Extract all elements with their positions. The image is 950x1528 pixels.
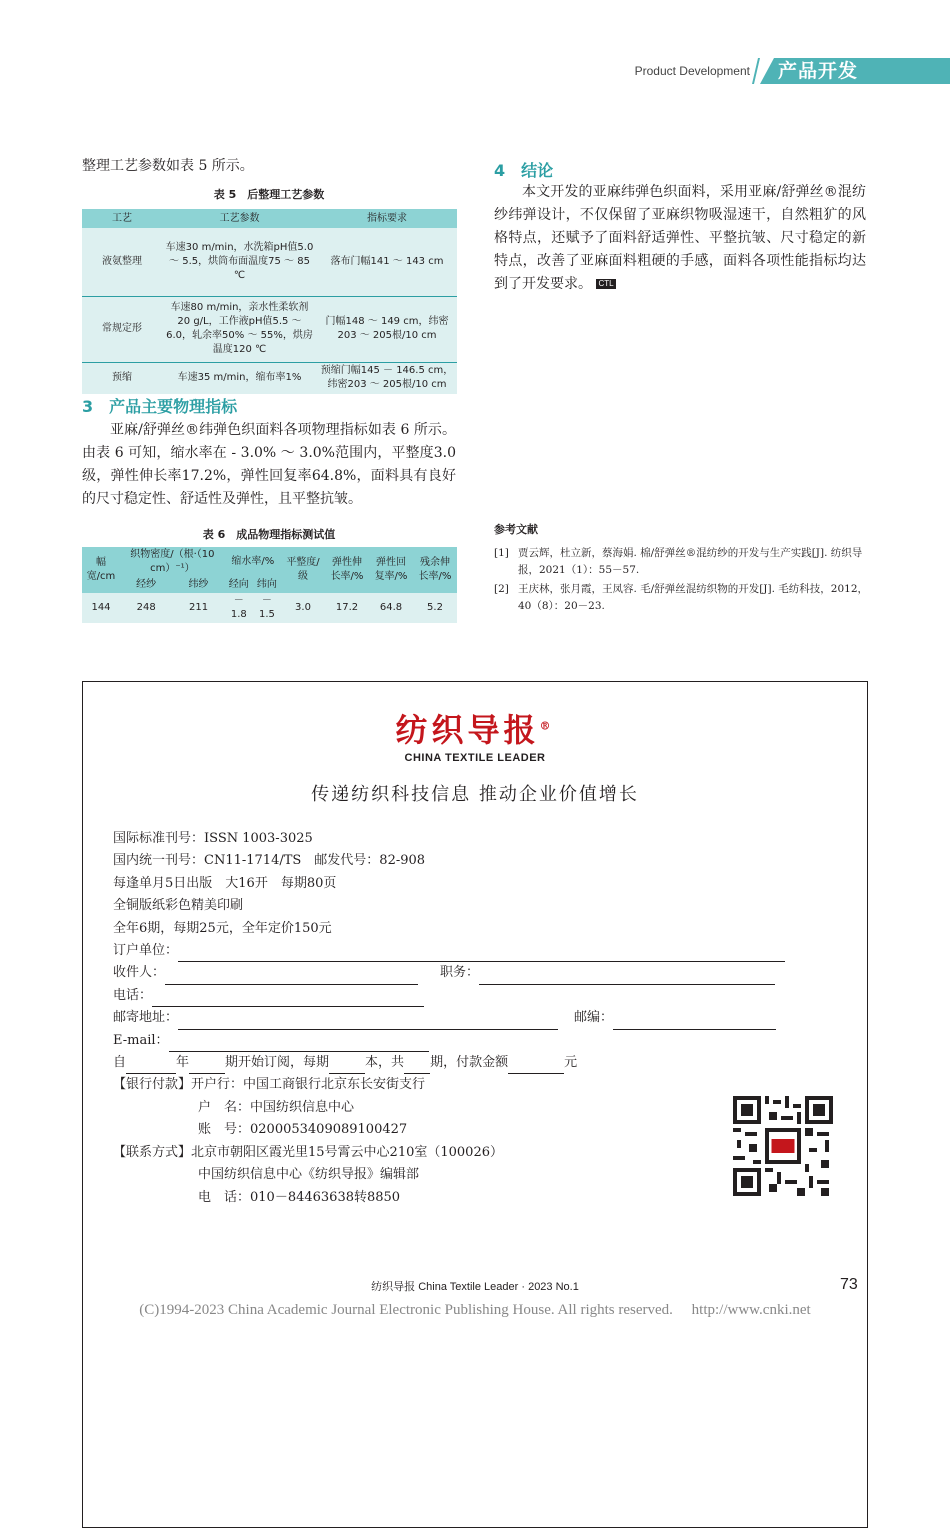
- zip-label: 邮编：: [574, 1010, 614, 1026]
- price-line: 全年6期，每期25元，全年定价150元: [113, 920, 332, 936]
- account-number: 账 号：0200053409089100427: [198, 1122, 408, 1138]
- unit-field[interactable]: [178, 947, 785, 962]
- year-field[interactable]: [126, 1059, 176, 1074]
- journal-footer: 纺织导报 China Textile Leader · 2023 No.1: [371, 1281, 579, 1293]
- table5-cell: 门幅148 ～ 149 cm，纬密203 ～ 205根/10 cm: [317, 296, 457, 362]
- table5-header: 工艺: [82, 209, 162, 228]
- table6-cell: －1.8: [225, 593, 253, 623]
- address-label: 邮寄地址：: [113, 1010, 179, 1026]
- table5-cell: 车速35 m/min，缩布率1%: [177, 372, 302, 384]
- reference-item: [494, 581, 868, 615]
- references-title: 参考文献: [494, 523, 538, 536]
- table6-cell: 17.2: [325, 593, 369, 623]
- email-label: E-mail：: [113, 1032, 169, 1048]
- header-tag-stripe: [752, 58, 760, 84]
- form-email: [113, 1030, 813, 1052]
- unit-label: 订户单位：: [113, 943, 179, 959]
- contact-address: 北京市朝阳区霞光里15号霄云中心210室（100026）: [191, 1144, 503, 1160]
- table6-header: 幅宽/cm: [82, 547, 120, 593]
- table6-subheader: 经纱: [120, 577, 172, 593]
- bank-label: 【银行付款】: [113, 1077, 192, 1093]
- table5-header: 指标要求: [317, 209, 457, 228]
- issue-start-field[interactable]: [189, 1059, 225, 1074]
- sub-year: 年: [176, 1055, 190, 1071]
- slogan: 传递纺织科技信息 推动企业价值增长: [311, 784, 639, 805]
- form-unit: [113, 940, 813, 962]
- table6-cell: －1.5: [253, 593, 281, 623]
- table6: [82, 547, 457, 623]
- section3-paragraph: 亚麻/舒弹丝®纬弹色织面料各项物理指标如表 6 所示。由表 6 可知，缩水率在 - 3.0% ～ 3.0%范围内，平整度3.0级，弹性伸长率17.2%，弹性回复率64.8%，面料具有良好的尺寸稳定性、舒适性及弹性，且平整抗皱。: [82, 422, 456, 507]
- copies-field[interactable]: [329, 1059, 365, 1074]
- table6-cell: 211: [172, 593, 224, 623]
- table5-cell: 预缩门幅145 － 146.5 cm，纬密203 ～ 205根/10 cm: [320, 365, 454, 391]
- contact-tel: 电 话：010－84463638转8850: [198, 1189, 401, 1205]
- logo-text: 纺织导报: [395, 711, 540, 749]
- table6-subheader: 经向: [225, 577, 253, 593]
- contact-line: [113, 1142, 813, 1164]
- recipient-label: 收件人：: [113, 965, 166, 981]
- table5-caption: 表 5 后整理工艺参数: [213, 188, 325, 201]
- section3-title: 3 产品主要物理指标: [82, 397, 238, 416]
- table6-cell: 3.0: [281, 593, 325, 623]
- table5-cell: 落布门幅141 ～ 143 cm: [317, 228, 457, 296]
- table6-subheader: 纬向: [253, 577, 281, 593]
- bank-name: 开户行：中国工商银行北京东长安街支行: [191, 1077, 426, 1093]
- account-name: 户 名：中国纺织信息中心: [198, 1099, 355, 1115]
- table5-header: 工艺参数: [162, 209, 317, 228]
- table-row: [82, 228, 457, 296]
- references-list: [494, 545, 868, 615]
- table-row: [82, 593, 457, 623]
- cn-line: 国内统一刊号：CN11-1714/TS 邮发代号：82-908: [113, 853, 426, 869]
- table6-cell: 248: [120, 593, 172, 623]
- form-subscription: [113, 1052, 813, 1074]
- qr-code-icon: [733, 1096, 833, 1196]
- position-label: 职务：: [440, 965, 480, 981]
- journal-logo-en: CHINA TEXTILE LEADER: [404, 752, 546, 764]
- table6-header: 弹性伸长率/%: [325, 547, 369, 593]
- address-field[interactable]: [178, 1015, 558, 1030]
- amount-field[interactable]: [508, 1059, 564, 1074]
- sub-start: 期开始订阅，每期: [225, 1055, 330, 1071]
- table6-header: 弹性回复率/%: [369, 547, 413, 593]
- table5: [82, 209, 457, 394]
- table6-caption: 表 6 成品物理指标测试值: [202, 528, 336, 541]
- table6-cell: 5.2: [413, 593, 457, 623]
- form-phone: [113, 985, 813, 1007]
- table6-subheader: 纬纱: [172, 577, 224, 593]
- contact-label: 【联系方式】: [113, 1144, 192, 1160]
- section4-text: 本文开发的亚麻纬弹色织面料，采用亚麻/舒弹丝®混纺纱纬弹设计，不仅保留了亚麻织物吸湿速干，自然粗犷的风格特点，还赋予了面料舒适弹性、平整抗皱、尺寸稳定的新特点，改善了亚麻面料粗硬的手感，面料各项性能指标均达到了开发要求。: [494, 184, 866, 292]
- position-field[interactable]: [479, 970, 775, 985]
- reference-text: 王庆林，张月霞，王凤容. 毛/舒弹丝混纺织物的开发[J]. 毛纺科技，2012，40（8）：20－23.: [518, 583, 869, 612]
- intro-paragraph: 整理工艺参数如表 5 所示。: [82, 158, 254, 174]
- table5-cell: 液氨整理: [82, 228, 162, 296]
- table5-cell: 车速80 m/min，亲水性柔软剂20 g/L，工作液pH值5.5 ～ 6.0，轧余率50% ～ 55%，烘房温度120 ℃: [162, 296, 317, 362]
- phone-label: 电话：: [113, 987, 153, 1003]
- table6-header: 平整度/级: [281, 547, 325, 593]
- reference-text: 贾云辉，杜立新，蔡海娟. 棉/舒弹丝®混纺纱的开发与生产实践[J]. 纺织导报，2021（1）：55－57.: [518, 547, 863, 576]
- table-row: [82, 362, 457, 394]
- reference-item: [494, 545, 868, 579]
- end-mark: CTL: [598, 279, 614, 288]
- contact-org: 中国纺织信息中心《纺织导报》编辑部: [198, 1167, 420, 1183]
- sub-copies: 本，共: [365, 1055, 405, 1071]
- copyright-notice: (C)1994-2023 China Academic Journal Electronic Publishing House. All rights reserved. http://www.cnki.net: [139, 1302, 811, 1318]
- running-header-cn: 产品开发: [778, 60, 859, 82]
- table6-cell: 64.8: [369, 593, 413, 623]
- section4-title: 4 结论: [494, 161, 554, 180]
- table6-cell: 144: [82, 593, 120, 623]
- issues-field[interactable]: [404, 1059, 430, 1074]
- print-line: 全铜版纸彩色精美印刷: [113, 898, 244, 914]
- table5-cell: 车速30 m/min，水洗箱pH值5.0 ～ 5.5，烘筒布面温度75 ～ 85 ℃: [162, 228, 317, 296]
- table6-header: 织物密度/（根·（10 cm）⁻¹）: [120, 547, 225, 577]
- bank-line: [113, 1074, 813, 1096]
- table5-cell: 预缩: [112, 372, 132, 384]
- section4-paragraph: [494, 181, 866, 296]
- schedule-line: 每逢单月5日出版 大16开 每期80页: [113, 875, 337, 891]
- recipient-field[interactable]: [165, 970, 418, 985]
- issn-line: 国际标准刊号：ISSN 1003-3025: [113, 831, 313, 846]
- phone-field[interactable]: [152, 992, 424, 1007]
- email-field[interactable]: [169, 1037, 429, 1052]
- form-address: [113, 1007, 813, 1029]
- table-row: [82, 296, 457, 362]
- journal-logo: [0, 705, 950, 751]
- journal-info: [113, 828, 813, 1209]
- table5-cell: 常规定形: [82, 296, 162, 362]
- table6-header: 残余伸长率/%: [413, 547, 457, 593]
- reference-number: [1]: [494, 547, 509, 559]
- registered-mark: ®: [539, 719, 555, 733]
- sub-yuan: 元: [564, 1055, 578, 1071]
- zip-field[interactable]: [613, 1015, 776, 1030]
- reference-number: [2]: [494, 583, 509, 595]
- sub-from: 自: [113, 1055, 127, 1071]
- table6-header: 缩水率/%: [225, 547, 281, 577]
- page-number: 73: [840, 1276, 858, 1293]
- form-recipient: [113, 962, 813, 984]
- running-header-en: Product Development: [634, 64, 750, 78]
- sub-issues: 期，付款金额: [430, 1055, 509, 1071]
